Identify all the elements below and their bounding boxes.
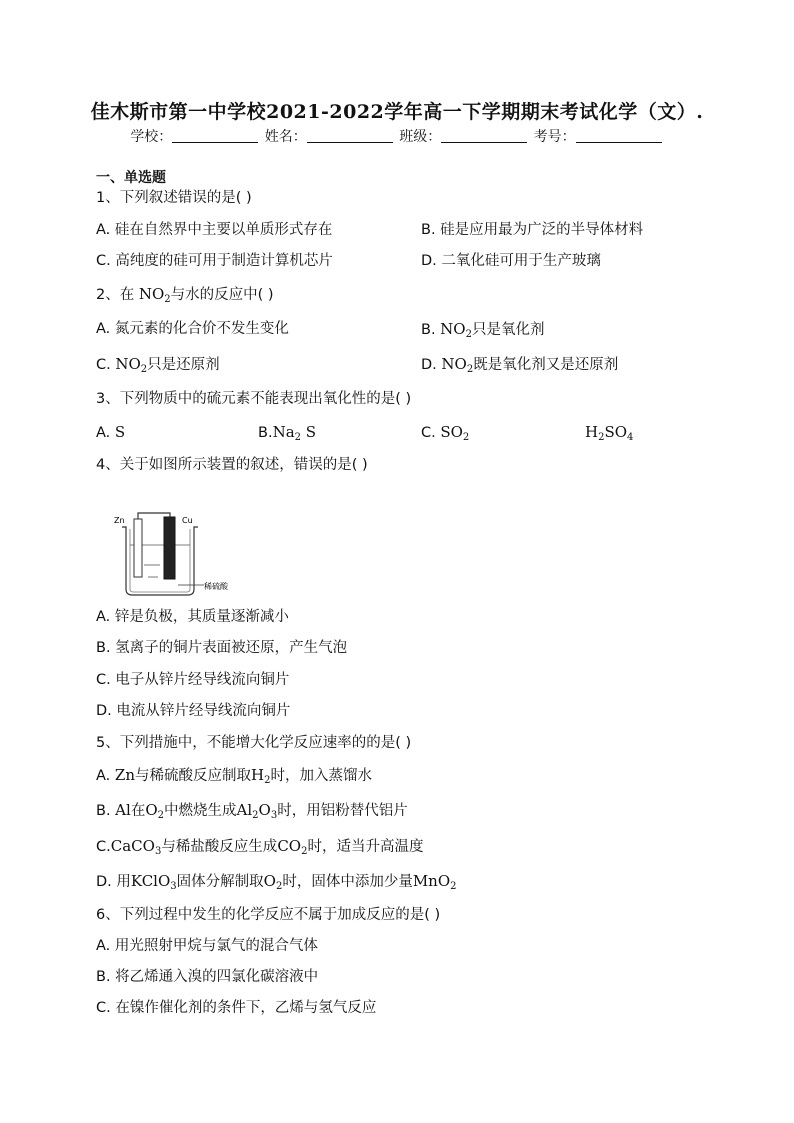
acid-label: 稀硫酸: [204, 582, 228, 591]
q3-option-a: A. S: [96, 423, 126, 441]
name-blank[interactable]: [307, 128, 393, 143]
q2-option-a: A. 氮元素的化合价不发生变化: [96, 321, 289, 337]
q4-stem: 4、关于如图所示装置的叙述，错误的是( ): [96, 457, 368, 473]
q1-option-c: C. 高纯度的硅可用于制造计算机芯片: [96, 253, 333, 269]
galvanic-cell-diagram: [108, 505, 248, 605]
name-label: 姓名：: [264, 129, 307, 145]
q3-option-c: C. $SO_2$: [421, 423, 470, 443]
q2-option-b: B. $NO_2$只是氧化剂: [421, 320, 545, 340]
q5-option-a: A. Zn与稀硫酸反应制取$H_2$时，加入蒸馏水: [96, 766, 372, 786]
q6-option-a: A. 用光照射甲烷与氯气的混合气体: [96, 938, 318, 954]
q4-option-c: C. 电子从锌片经导线流向铜片: [96, 672, 290, 688]
q6-option-c: C. 在镍作催化剂的条件下，乙烯与氢气反应: [96, 1000, 377, 1016]
zn-label: Zn: [114, 516, 125, 525]
q1-option-d: D. 二氧化硅可用于生产玻璃: [421, 253, 601, 269]
page-title: 佳木斯市第一中学校2021-2022学年高一下学期期末考试化学（文）.: [90, 101, 704, 123]
q5-option-b: B. Al在$O_2$中燃烧生成$Al_2O_3$时，用铝粉替代铝片: [96, 801, 408, 821]
section-heading: 一、单选题: [96, 170, 166, 186]
q5-stem: 5、下列措施中，不能增大化学反应速率的的是( ): [96, 735, 412, 751]
q2-option-d: D. $NO_2$既是氧化剂又是还原剂: [421, 355, 619, 375]
q2-option-c: C. $NO_2$只是还原剂: [96, 355, 220, 375]
q4-option-a: A. 锌是负极，其质量逐渐减小: [96, 609, 289, 625]
q4-option-d: D. 电流从锌片经导线流向铜片: [96, 703, 291, 719]
q6-option-b: B. 将乙烯通入溴的四氯化碳溶液中: [96, 969, 319, 985]
cu-label: Cu: [182, 516, 193, 525]
class-blank[interactable]: [441, 128, 527, 143]
school-blank[interactable]: [172, 128, 258, 143]
q2-stem-pre: 2、在: [96, 287, 135, 303]
q1-option-b: B. 硅是应用最为广泛的半导体材料: [421, 222, 644, 238]
q3-option-b: $B.Na_2$ S: [258, 423, 317, 443]
q4-option-b: B. 氢离子的铜片表面被还原，产生气泡: [96, 640, 348, 656]
class-label: 班级：: [399, 129, 442, 145]
q2-stem-post: 与水的反应中( ): [170, 287, 274, 303]
q3-stem: 3、下列物质中的硫元素不能表现出氧化性的是( ): [96, 391, 412, 407]
q1-option-a: A. 硅在自然界中主要以单质形式存在: [96, 222, 333, 238]
q3-option-d: $H_2SO_4$: [585, 423, 634, 443]
q6-stem: 6、下列过程中发生的化学反应不属于加成反应的是( ): [96, 907, 441, 923]
q2-stem: [96, 285, 274, 304]
number-label: 考号：: [533, 129, 576, 145]
q5-option-d: D. 用KClO$_3$固体分解制取$O_2$时，固体中添加少量MnO$_2$: [96, 872, 457, 892]
no2-formula: $NO_2$: [138, 285, 171, 305]
q1-stem: 1、下列叙述错误的是( ): [96, 190, 252, 206]
school-label: 学校：: [130, 129, 173, 145]
number-blank[interactable]: [576, 128, 662, 143]
student-info-line: [0, 126, 794, 146]
q5-option-c: C.CaCO$_3$与稀盐酸反应生成$CO_2$时，适当升高温度: [96, 837, 424, 857]
